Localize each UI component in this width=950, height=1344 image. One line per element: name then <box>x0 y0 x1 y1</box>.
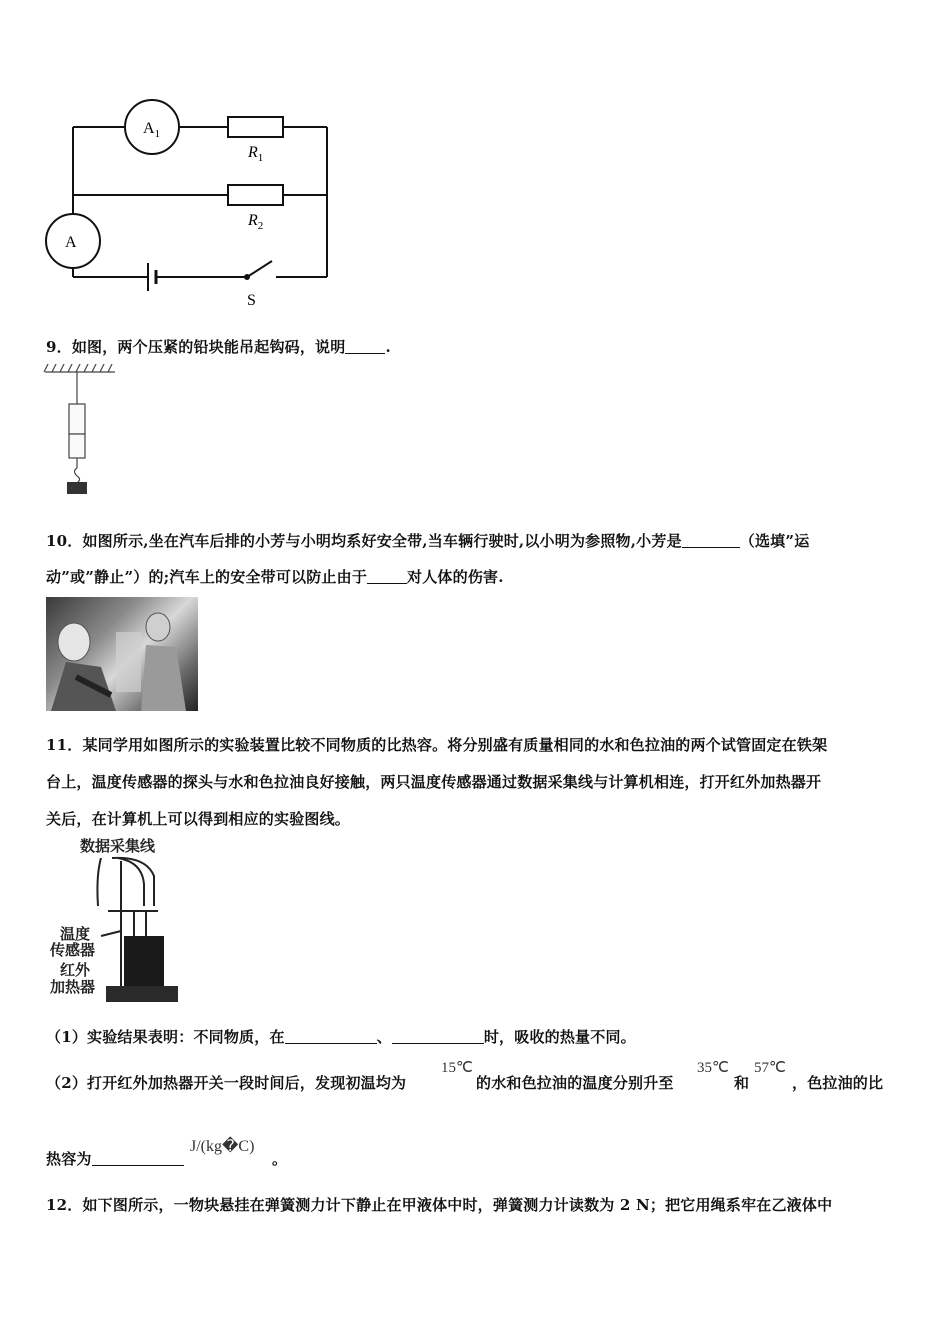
resistor-r2 <box>228 185 283 205</box>
question-11-line3: 关后，在计算机上可以得到相应的实验图线。 <box>46 810 351 828</box>
resistor-r1 <box>228 117 283 137</box>
sub1-end: 时，吸收的热量不同。 <box>483 1028 636 1046</box>
ammeter-a1-label: $A_1$ <box>143 120 161 140</box>
sub1-sep: 、 <box>376 1028 392 1046</box>
r2-label: $R_2$ <box>248 212 264 232</box>
question-11-sub1 <box>46 1026 636 1047</box>
question-9-end: . <box>385 338 391 356</box>
answer-blank[interactable] <box>682 533 740 548</box>
stand-base <box>106 986 178 1002</box>
question-9 <box>46 336 391 357</box>
question-10-line2 <box>46 566 504 587</box>
lead-blocks-figure <box>40 364 120 504</box>
label-cable: 数据采集线 <box>80 837 156 855</box>
switch-label: S <box>247 292 256 309</box>
answer-blank-2[interactable] <box>392 1029 484 1044</box>
word-and: 和 <box>734 1074 750 1092</box>
sub2-line2-text: 热容为 <box>46 1150 92 1168</box>
unit-label: J/(kg�C) <box>190 1138 255 1155</box>
heater-body <box>124 936 164 986</box>
answer-blank-3[interactable] <box>92 1151 184 1166</box>
circuit-diagram <box>40 95 340 310</box>
sub2-text: （2）打开红外加热器开关一段时间后，发现初温均为 <box>46 1074 407 1092</box>
label-sensor-1: 温度 <box>60 925 91 943</box>
temp-water: 35℃ <box>697 1060 729 1076</box>
heating-apparatus-figure <box>46 836 181 1008</box>
car-seatbelt-photo <box>46 597 198 711</box>
question-11-line2: 台上，温度传感器的探头与水和色拉油良好接触，两只温度传感器通过数据采集线与计算机相连，打开红外加热器开 <box>46 773 822 791</box>
question-11-sub2-mid: 的水和色拉油的温度分别升至 <box>476 1074 674 1092</box>
ammeter-a-label: A <box>65 234 77 251</box>
label-heater-2: 加热器 <box>50 978 96 996</box>
temp-oil: 57℃ <box>754 1060 786 1076</box>
question-10-end: 对人体的伤害. <box>407 568 504 586</box>
question-9-text: 9．如图，两个压紧的铅块能吊起钩码，说明 <box>46 338 346 356</box>
r1-label: $R_1$ <box>248 144 264 164</box>
question-11-line1: 11．某同学用如图所示的实验装置比较不同物质的比热容。将分别盛有质量相同的水和色拉油的两个试管固定在铁架 <box>46 736 828 754</box>
lead-block-top <box>69 404 85 434</box>
question-11-sub2-end: ，色拉油的比 <box>792 1074 884 1092</box>
switch-blade <box>247 261 272 277</box>
answer-blank-1[interactable] <box>285 1029 377 1044</box>
temp-initial: 15℃ <box>441 1060 473 1076</box>
sub1-text: （1）实验结果表明：不同物质，在 <box>46 1028 285 1046</box>
question-12: 12．如下图所示，一物块悬挂在弹簧测力计下静止在甲液体中时，弹簧测力计读数为 2 N；把它用绳系牢在乙液体中 <box>46 1196 833 1214</box>
hook-weight <box>67 482 87 494</box>
question-11-sub2-line2 <box>46 1148 184 1169</box>
answer-blank[interactable] <box>367 569 407 584</box>
label-heater-1: 红外 <box>60 961 91 979</box>
lead-block-bottom <box>69 434 85 458</box>
label-sensor-2: 传感器 <box>50 941 96 959</box>
period: 。 <box>272 1150 288 1168</box>
question-10-text-2: 动”或”静止”）的;汽车上的安全带可以防止由于 <box>46 568 368 586</box>
question-11-sub2 <box>46 1072 406 1093</box>
apparatus-drawing <box>46 836 181 1008</box>
question-10-option: （选填”运 <box>739 532 810 550</box>
question-10-line1 <box>46 530 809 551</box>
question-10-text: 10．如图所示,坐在汽车后排的小芳与小明均系好安全带,当车辆行驶时,以小明为参照物,小芳是 <box>46 532 682 550</box>
answer-blank[interactable] <box>345 339 385 354</box>
